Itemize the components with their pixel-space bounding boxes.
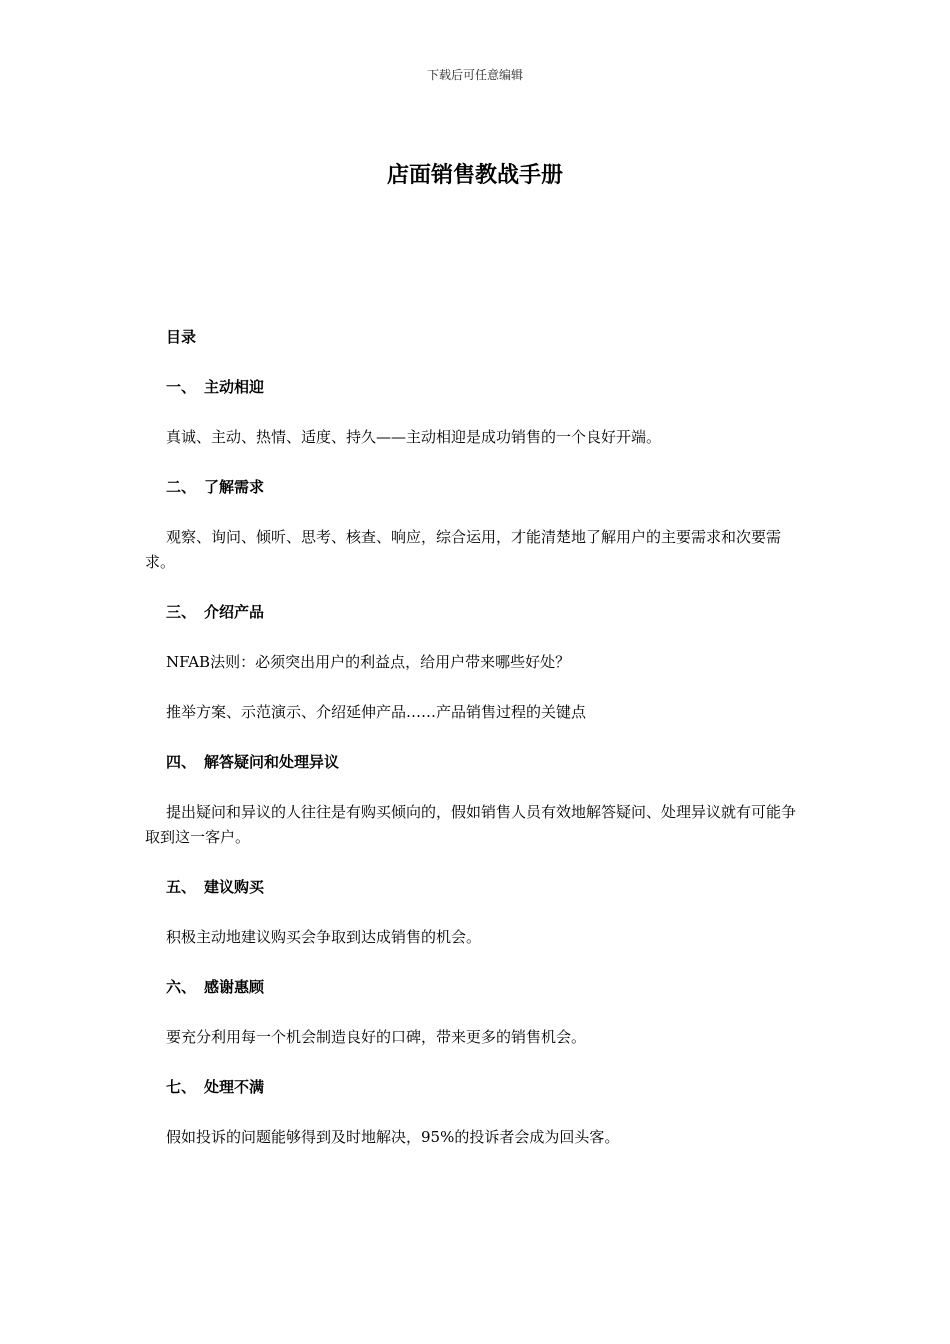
document-title: 店面销售教战手册 [386,163,563,188]
section-heading [145,875,810,899]
section-title: 处理不满 [204,1078,265,1096]
section-paragraph: 提出疑问和异议的人往往是有购买倾向的，假如销售人员有效地解答疑问、处理异议就有可能争取到这一客户。 [145,803,797,846]
section-number: 一、 [166,378,197,396]
section-heading [145,375,810,399]
section-4 [145,750,810,850]
document-body [145,325,810,1175]
section-title: 感谢惠顾 [204,978,265,996]
section-number: 三、 [166,603,197,621]
section-title: 主动相迎 [204,378,265,396]
section-7 [145,1075,810,1150]
section-paragraph: 推举方案、示范演示、介绍延伸产品……产品销售过程的关键点 [166,703,587,721]
section-title: 建议购买 [204,878,265,896]
section-number: 五、 [166,878,197,896]
section-heading [145,975,810,999]
section-heading [145,475,810,499]
section-paragraph: 积极主动地建议购买会争取到达成销售的机会。 [166,928,482,946]
section-heading [145,1075,810,1099]
section-paragraph: NFAB法则：必须突出用户的利益点，给用户带来哪些好处？ [166,653,571,671]
section-number: 六、 [166,978,197,996]
section-title: 了解需求 [204,478,265,496]
section-heading [145,600,810,624]
section-number: 二、 [166,478,197,496]
section-3 [145,600,810,725]
section-1 [145,375,810,450]
section-number: 七、 [166,1078,197,1096]
section-6 [145,975,810,1050]
page-header-note: 下载后可任意编辑 [426,68,523,82]
section-title: 介绍产品 [204,603,265,621]
section-paragraph: 假如投诉的问题能够得到及时地解决，95%的投诉者会成为回头客。 [166,1128,620,1146]
section-paragraph: 真诚、主动、热情、适度、持久——主动相迎是成功销售的一个良好开端。 [166,428,662,446]
section-5 [145,875,810,950]
section-paragraph: 要充分利用每一个机会制造良好的口碑，带来更多的销售机会。 [166,1028,587,1046]
section-heading [145,750,810,774]
section-2 [145,475,810,575]
section-paragraph: 观察、询问、倾听、思考、核查、响应，综合运用，才能清楚地了解用户的主要需求和次要需求。 [145,528,782,571]
section-title: 解答疑问和处理异议 [204,753,340,771]
toc-label: 目录 [166,328,197,346]
section-number: 四、 [166,753,197,771]
